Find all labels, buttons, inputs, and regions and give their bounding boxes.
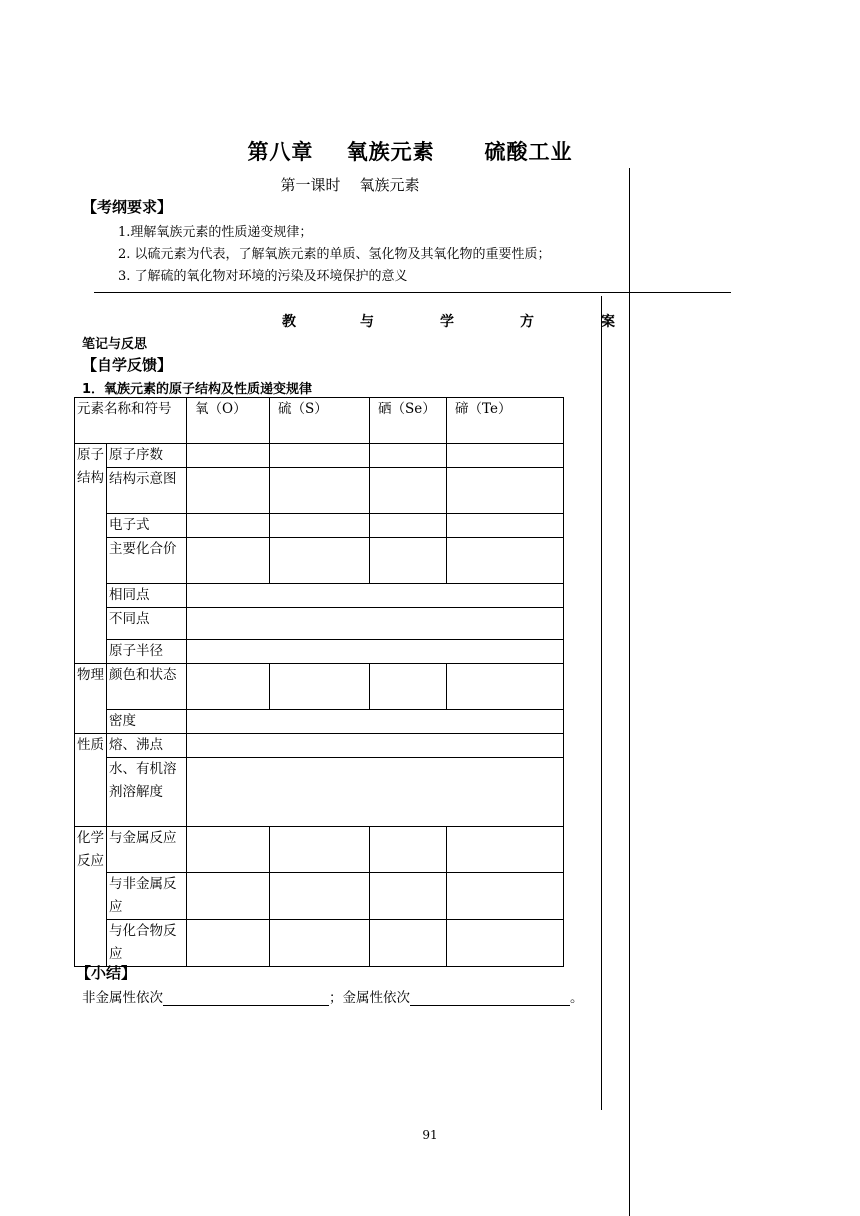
table-cell (187, 468, 270, 514)
row-label-nonmetal-reaction: 与非金属反应 (107, 873, 187, 920)
table-row (75, 758, 564, 827)
table-cell (270, 514, 370, 538)
table-cell (447, 468, 564, 514)
table-cell (447, 827, 564, 873)
table-cell-wide (187, 734, 564, 758)
summary-heading: 【小结】 (76, 964, 137, 982)
table-cell-wide (187, 758, 564, 827)
table-cell-wide (187, 640, 564, 664)
table-row (75, 710, 564, 734)
table-cell (447, 514, 564, 538)
table-row (75, 873, 564, 920)
row-label-atomic-number: 原子序数 (107, 444, 187, 468)
table-cell (270, 920, 370, 967)
table-header-row (75, 398, 564, 444)
table-cell (447, 538, 564, 584)
table-cell (187, 827, 270, 873)
metal-blank[interactable] (410, 991, 570, 1006)
plan-char-3: 学 (440, 314, 454, 330)
table-row (75, 827, 564, 873)
header-tellurium: 碲（Te） (447, 398, 564, 444)
row-label-solubility: 水、有机溶剂溶解度 (107, 758, 187, 827)
table-cell (187, 873, 270, 920)
table-cell (187, 664, 270, 710)
table-cell (370, 827, 447, 873)
group-physical: 物理 (75, 664, 107, 734)
table-cell (370, 873, 447, 920)
requirement-item-3: 3. 了解硫的氧化物对环境的污染及环境保护的意义 (118, 269, 408, 284)
row-label-compound-reaction: 与化合物反应 (107, 920, 187, 967)
table-row (75, 468, 564, 514)
table-cell (447, 664, 564, 710)
table-cell (370, 538, 447, 584)
table-cell-wide (187, 608, 564, 640)
row-label-differences: 不同点 (107, 608, 187, 640)
header-element-name: 元素名称和符号 (75, 398, 187, 444)
table-cell (187, 514, 270, 538)
plan-char-4: 方 (520, 314, 534, 330)
table-cell (370, 468, 447, 514)
plan-char-2: 与 (360, 314, 374, 330)
self-study-heading: 【自学反馈】 (82, 356, 173, 374)
page-number: 91 (422, 1128, 438, 1142)
summary-end: 。 (570, 990, 584, 1006)
table-cell (270, 827, 370, 873)
margin-line-right (629, 168, 630, 1216)
plan-char-1: 教 (282, 314, 296, 330)
lesson-subtitle: 第一课时 氧族元素 (280, 176, 420, 194)
table-row (75, 538, 564, 584)
group-chemical-reaction: 化学反应 (75, 827, 107, 967)
row-label-color-state: 颜色和状态 (107, 664, 187, 710)
table-cell (270, 873, 370, 920)
row-label-valence: 主要化合价 (107, 538, 187, 584)
table-row (75, 734, 564, 758)
table-row (75, 608, 564, 640)
summary-line (82, 986, 584, 1006)
header-oxygen: 氧（O） (187, 398, 270, 444)
row-label-electron-formula: 电子式 (107, 514, 187, 538)
row-label-structure-diagram: 结构示意图 (107, 468, 187, 514)
table-cell (370, 664, 447, 710)
chapter-title: 第八章 氧族元素 硫酸工业 (247, 140, 573, 164)
table-row (75, 514, 564, 538)
requirement-item-2: 2. 以硫元素为代表，了解氧族元素的单质、氢化物及其氧化物的重要性质； (118, 247, 551, 262)
table-cell (447, 873, 564, 920)
table-cell (187, 920, 270, 967)
header-sulfur: 硫（S） (270, 398, 370, 444)
table-cell (270, 468, 370, 514)
requirement-item-1: 1.理解氧族元素的性质递变规律； (118, 225, 313, 240)
table-cell-wide (187, 710, 564, 734)
row-label-metal-reaction: 与金属反应 (107, 827, 187, 873)
table-row (75, 640, 564, 664)
question-1: 1．氧族元素的原子结构及性质递变规律 (82, 382, 313, 397)
group-atomic-structure: 原子结构 (75, 444, 107, 664)
margin-line-inner (601, 296, 602, 1110)
summary-metal-label: ；金属性依次 (329, 990, 410, 1006)
header-selenium: 硒（Se） (370, 398, 447, 444)
table-row (75, 444, 564, 468)
group-properties: 性质 (75, 734, 107, 827)
plan-char-5: 案 (601, 314, 615, 330)
table-cell (187, 538, 270, 584)
summary-nonmetal-label: 非金属性依次 (82, 990, 163, 1006)
requirements-heading: 【考纲要求】 (82, 198, 173, 216)
table-cell (447, 444, 564, 468)
table-cell (270, 538, 370, 584)
table-cell (187, 444, 270, 468)
row-label-melting-boiling: 熔、沸点 (107, 734, 187, 758)
section-divider (94, 292, 731, 293)
row-label-density: 密度 (107, 710, 187, 734)
table-row (75, 664, 564, 710)
table-cell (270, 444, 370, 468)
table-row (75, 584, 564, 608)
table-row (75, 920, 564, 967)
table-cell-wide (187, 584, 564, 608)
nonmetal-blank[interactable] (163, 991, 329, 1006)
row-label-atomic-radius: 原子半径 (107, 640, 187, 664)
table-cell (270, 664, 370, 710)
table-cell (370, 920, 447, 967)
row-label-similarities: 相同点 (107, 584, 187, 608)
table-cell (447, 920, 564, 967)
table-cell (370, 514, 447, 538)
oxygen-family-table (74, 397, 564, 967)
notes-label: 笔记与反思 (82, 337, 148, 352)
table-cell (370, 444, 447, 468)
